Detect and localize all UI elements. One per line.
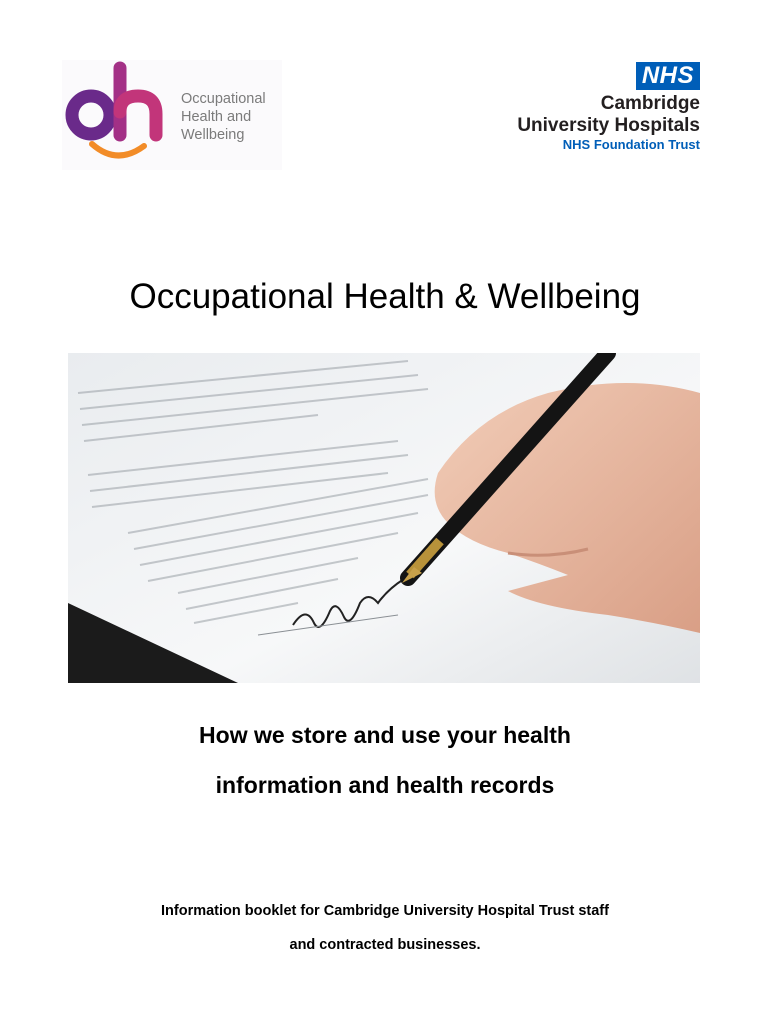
booklet-note-line1: Information booklet for Cambridge University Hospital Trust staff [161, 903, 609, 919]
booklet-note-line2: and contracted businesses. [289, 937, 481, 953]
trust-name-line2: University Hospitals [517, 115, 700, 136]
trust-name-line3: NHS Foundation Trust [562, 137, 700, 152]
nhs-trust-logo [470, 62, 700, 153]
page-title: Occupational Health & Wellbeing [129, 277, 641, 316]
subtitle-line2: information and health records [215, 772, 555, 798]
oh-logo-line2: Health and [181, 109, 252, 125]
signing-document-photo [68, 353, 700, 683]
trust-name-line1: Cambridge [600, 93, 700, 114]
oh-mark-icon [62, 60, 182, 170]
nhs-badge: NHS [636, 62, 700, 90]
oh-logo-line3: Wellbeing [181, 127, 245, 143]
occupational-health-logo [62, 60, 282, 170]
subtitle-line1: How we store and use your health [199, 722, 571, 748]
oh-logo-line1: Occupational [181, 91, 266, 107]
oh-logo-text [181, 90, 266, 144]
